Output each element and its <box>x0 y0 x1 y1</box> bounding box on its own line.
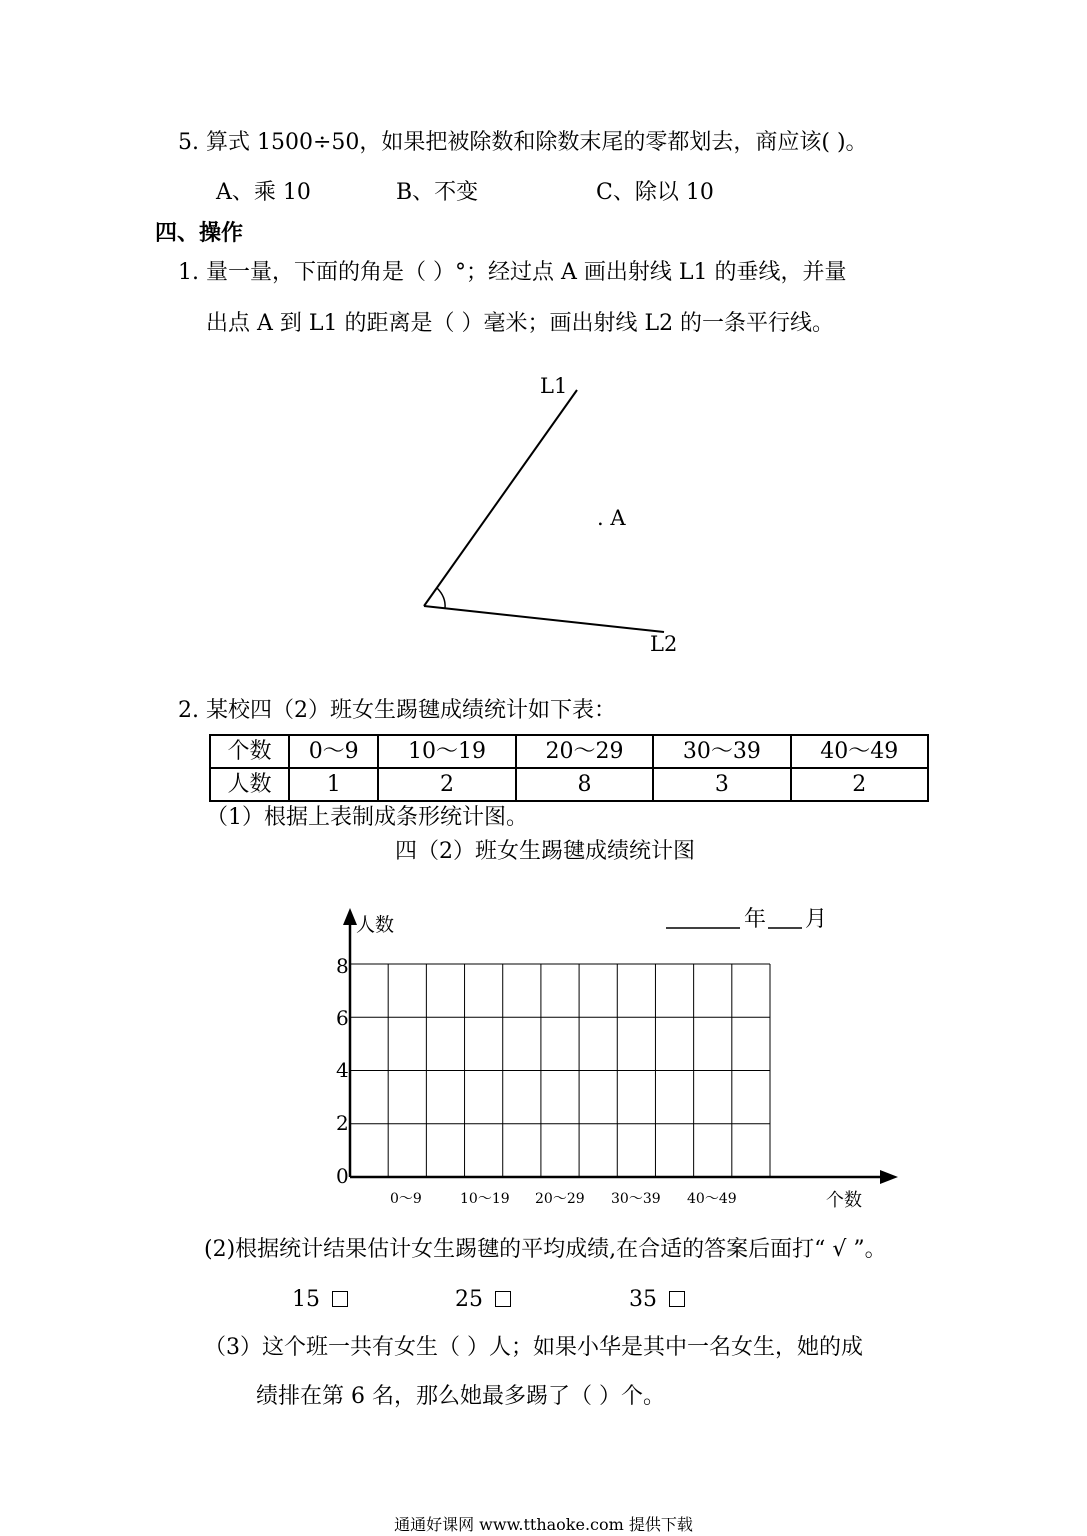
x-axis-label: 个数 <box>826 1190 862 1211</box>
table-cell: 40～49 <box>791 735 928 768</box>
table-cell: 10～19 <box>378 735 515 768</box>
chart-grid <box>350 964 770 1177</box>
table-cell: 2 <box>791 768 928 801</box>
choice-15[interactable] <box>292 1285 348 1315</box>
op2-sub1: （1）根据上表制成条形统计图。 <box>206 805 528 830</box>
x-tick: 0～9 <box>390 1191 422 1207</box>
checkbox[interactable] <box>669 1291 685 1307</box>
x-axis-arrow <box>880 1170 898 1184</box>
op1-line2: 出点 A 到 L1 的距离是（ ）毫米；画出射线 L2 的一条平行线。 <box>206 311 835 336</box>
table-cell: 30～39 <box>653 735 790 768</box>
section-heading-operations: 四、操作 <box>155 220 244 246</box>
x-tick: 40～49 <box>687 1191 737 1207</box>
chart-title: 四（2）班女生踢毽成绩统计图 <box>395 839 695 864</box>
question-5-stem: 5. 算式 1500÷50，如果把被除数和除数末尾的零都划去，商应该( )。 <box>178 130 868 155</box>
choice-value: 15 <box>292 1287 320 1312</box>
checkbox[interactable] <box>495 1291 511 1307</box>
choice-25[interactable] <box>455 1285 511 1315</box>
op2-intro: 2. 某校四（2）班女生踢毽成绩统计如下表： <box>178 698 616 723</box>
date-month-label: 月 <box>805 907 828 932</box>
op2-sub3-line2: 绩排在第 6 名，那么她最多踢了（ ）个。 <box>256 1384 665 1409</box>
x-tick: 20～29 <box>535 1191 585 1207</box>
table-cell: 20～29 <box>516 735 653 768</box>
y-tick: 8 <box>336 954 349 978</box>
y-axis-arrow <box>343 908 357 925</box>
table-header-cell: 人数 <box>210 768 289 801</box>
label-l2: L2 <box>650 632 678 656</box>
date-year-label: 年 <box>744 907 767 932</box>
option-a: A、乘 10 <box>216 180 311 205</box>
choice-value: 25 <box>455 1287 483 1312</box>
label-l1: L1 <box>540 374 568 398</box>
choice-35[interactable] <box>629 1285 685 1315</box>
y-tick: 0 <box>336 1164 349 1188</box>
table-header-cell: 个数 <box>210 735 289 768</box>
table-cell: 3 <box>653 768 790 801</box>
y-axis-label: 人数 <box>356 914 395 936</box>
y-tick: 4 <box>336 1058 349 1082</box>
table-cell: 1 <box>289 768 378 801</box>
option-b: B、不变 <box>396 180 479 205</box>
point-a: . A <box>597 506 626 530</box>
option-c: C、除以 10 <box>596 180 714 205</box>
x-tick: 10～19 <box>460 1191 510 1207</box>
table-cell: 0～9 <box>289 735 378 768</box>
op2-sub3-line1: （3）这个班一共有女生（ ）人；如果小华是其中一名女生，她的成 <box>204 1335 863 1360</box>
x-tick: 30～39 <box>611 1191 661 1207</box>
y-tick: 6 <box>336 1006 349 1030</box>
choice-value: 35 <box>629 1287 657 1312</box>
op1-line1: 1. 量一量，下面的角是（ ）°；经过点 A 画出射线 L1 的垂线，并量 <box>178 260 847 285</box>
y-tick: 2 <box>336 1111 349 1135</box>
table-cell: 2 <box>378 768 515 801</box>
op2-sub2: (2)根据统计结果估计女生踢毽的平均成绩,在合适的答案后面打“ √ ”。 <box>204 1237 887 1262</box>
table-cell: 8 <box>516 768 653 801</box>
checkbox[interactable] <box>332 1291 348 1307</box>
footer-source: 通通好课网 www.tthaoke.com 提供下载 <box>394 1515 693 1534</box>
